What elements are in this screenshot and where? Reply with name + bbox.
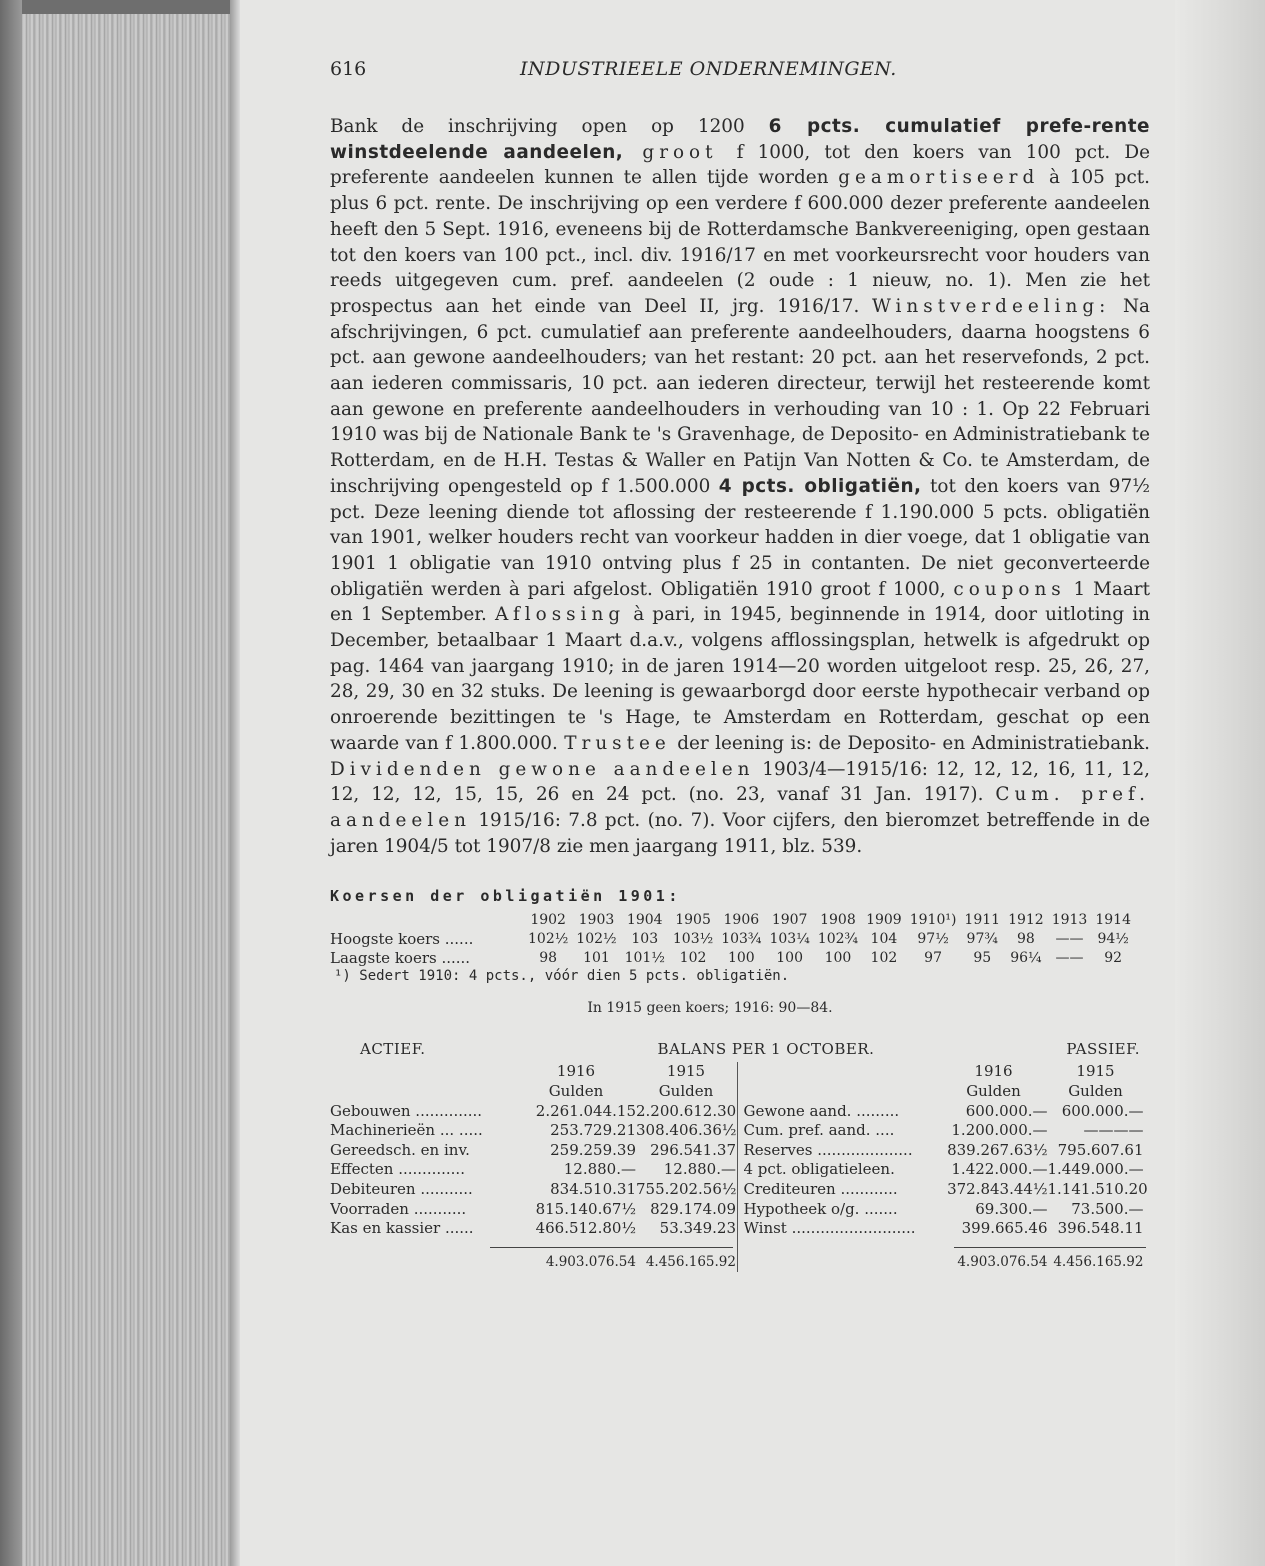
spaced-heading-trustee: Trustee xyxy=(564,732,671,754)
balance-title: BALANS PER 1 OCTOBER. xyxy=(657,1040,875,1059)
table-row: Winst .......................... 399.665.46 396.548.11 xyxy=(743,1219,1144,1238)
actief-label: ACTIEF. xyxy=(360,1040,426,1059)
table-row: Laagste koers ...... 98 101 101½ 102 100 100 100 102 97 95 96¼ —— 92 xyxy=(330,949,1123,968)
page-number: 616 xyxy=(330,58,367,80)
paragraph: Bank de inschrijving open op 1200 6 pcts. cumulatief prefe-rente winstdeelende aandeelen, groot f 1000, tot den koers van 100 pct. De preferente aandeelen kunnen te allen tijde worden geamortiseerd à 105 pct. plus 6 pct. rente. De inschrijving op een verdere f 600.000 dezer preferente aandeelen heeft den 5 Sept. 1916, eveneens bij de Rotterdamsche Bankvereeniging, open gestaan tot den koers van 100 pct., incl. div. 1916/17 en met voorkeursrecht voor houders van reeds uitgegeven cum. pref. aandeelen (2 oude : 1 nieuw, no. 1). Men zie het prospectus aan het einde van Deel II, jrg. 1916/17. Winstverdeeling: Na afschrijvingen, 6 pct. cumulatief aan preferente aandeelhouders, daarna hoogstens 6 pct. aan gewone aandeelhouders; van het restant: 20 pct. aan het reservefonds, 2 pct. aan iederen commissaris, 10 pct. aan iederen directeur, terwijl het resteerende komt aan gewone en preferente aandeelhouders in verhouding van 10 : 1. Op 22 Februari 1910 was bij de Nationale Bank te 's Gravenhage, de Deposito- en Administratiebank te Rotterdam, en de H.H. Testas & Waller en Patijn Van Notten & Co. te Amsterdam, de inschrijving opengesteld op f 1.500.000 4 pcts. obligatiën, tot den koers van 97½ pct. Deze leening diende tot aflossing der resteerende f 1.190.000 5 pcts. obligatiën van 1901, welker houders recht van voorkeur hadden in dier voege, dat 1 obligatie van 1901 1 obligatie van 1910 ontving plus f 25 in contanten. De niet geconverteerde obligatiën werden à pari afgelost. Obligatiën 1910 groot f 1000, coupons 1 Maart en 1 September. Aflossing à pari, in 1945, beginnende in 1914, door uitloting in December, betaalbaar 1 Maart d.a.v., volgens afflossingsplan, hetwelk is afgedrukt op pag. 1464 van jaargang 1910; in de jaren 1914—20 worden uitgeloot resp. 25, 26, 27, 28, 29, 30 en 32 stuks. De leening is gewaarborgd door eerste hypothecair verband op onroerende bezittingen te 's Hage, te Amsterdam en Rotterdam, geschat op een waarde van f 1.800.000. Trustee der leening is: de Deposito- en Administratiebank. Dividenden gewone aandeelen 1903/4—1915/16: 12, 12, 12, 16, 11, 12, 12, 12, 12, 15, 15, 26 en 24 pct. (no. 23, vanaf 31 Jan. 1917). Cum. pref. aandeelen 1915/16: 7.8 pct. (no. 7). Voor cijfers, den bieromzet betreffende in de jaren 1904/5 tot 1907/8 zie men jaargang 1911, blz. 539. xyxy=(330,116,1150,857)
passief-totals: 4.903.076.54 4.456.165.92 xyxy=(957,1253,1144,1270)
koersen-table xyxy=(330,911,1135,968)
table-row: Debiteuren ........... 834.510.31 755.202.56½ xyxy=(330,1179,737,1198)
running-head xyxy=(330,58,1150,88)
page-right-margin xyxy=(1175,0,1265,1566)
table-row: Hypotheek o/g. ....... 69.300.— 73.500.— xyxy=(743,1199,1144,1218)
table-row: Crediteuren ............ 372.843.44½ 1.141.510.20 xyxy=(743,1179,1148,1198)
actief-column: 1916 1915 Gulden Gulden Gebouwen .............. 2.261.044.15 2.200.612.30 Machinerieën ... ..... 253.729.21 308.406.36½ Gereedsch. en inv. 259.259.39 296.541.37 Effecten .............. 12.880.— 12.880.— Debiteuren ........... 834.510.31 755.202.56½ Voorraden ........... 815.140.67½ 829.174.09 Kas en kassier ...... 466.512.80½ 53.349.23 4.903.076.54 4.456.165.92 xyxy=(330,1062,738,1272)
spaced-heading-winstverdeeling: Winstverdeeling: xyxy=(871,295,1111,317)
spaced-heading-cum-pref: Cum. pref. aandeelen xyxy=(330,784,1150,831)
table-row: Cum. pref. aand. .... 1.200.000.— ———— xyxy=(743,1121,1144,1140)
table-row: 4 pct. obligatieleen. 1.422.000.— 1.449.000.— xyxy=(743,1160,1144,1179)
koersen-title: Koersen der obligatiën 1901: xyxy=(330,887,681,906)
table-row: Hoogste koers ...... 102½ 102½ 103 103½ 103¾ 103¼ 102¾ 104 97½ 97¾ 98 —— 94½ xyxy=(330,930,1129,949)
table-row: Reserves .................... 839.267.63½ 795.607.61 xyxy=(743,1140,1144,1159)
passief-label: PASSIEF. xyxy=(1066,1040,1140,1059)
passief-column: 1916 1915 Gulden Gulden Gewone aand. ......... 600.000.— 600.000.— Cum. pref. aand. .... 1.200.000.— ———— Reserves .................... 839.267.63½ 795.607.61 4 pct. obligatieleen. 1.422.000.— 1.449.000.— Crediteuren ............ 372.843.44½ 1.141.510.20 Hypotheek o/g. ....... 69.300.— 73.500.— Winst .......................... 399.665.46 396.548.11 4.903.076.54 4.456.165.92 xyxy=(738,1062,1151,1272)
bold-heading-preferent: 6 pcts. cumulatief prefe-rente winstdeelende aandeelen, xyxy=(330,116,1150,163)
koersen-note: In 1915 geen koers; 1916: 90—84. xyxy=(587,1000,833,1017)
table-row: Gereedsch. en inv. 259.259.39 296.541.37 xyxy=(330,1140,736,1159)
table-row: Machinerieën ... ..... 253.729.21 308.406.36½ xyxy=(330,1121,737,1140)
table-row: Effecten .............. 12.880.— 12.880.— xyxy=(330,1160,736,1179)
total-rule xyxy=(744,1239,1151,1253)
spaced-heading-aflossing: Aflossing xyxy=(495,604,626,626)
spaced-heading-dividenden: Dividenden gewone aandeelen xyxy=(330,758,755,780)
balance-sheet xyxy=(330,1062,1150,1272)
table-row: Voorraden ........... 815.140.67½ 829.174.09 xyxy=(330,1199,736,1218)
book-page xyxy=(330,58,1150,1272)
table-row: Gewone aand. ......... 600.000.— 600.000.— xyxy=(743,1101,1144,1120)
book-page-edges xyxy=(0,0,235,1566)
balance-header xyxy=(330,1040,1150,1058)
table-row: Gebouwen .............. 2.261.044.15 2.200.612.30 xyxy=(330,1101,737,1120)
koersen-year-row: 1902 1903 1904 1905 1906 1907 1908 1909 1910¹) 1911 1912 1913 1914 xyxy=(530,912,1131,929)
running-title: INDUSTRIEELE ONDERNEMINGEN. xyxy=(520,58,897,80)
bold-heading-obligatien: 4 pcts. obligatiën, xyxy=(718,475,922,497)
book-gutter xyxy=(230,0,240,1566)
koersen-footnote: ¹) Sedert 1910: 4 pcts., vóór dien 5 pcts. obligatiën. xyxy=(334,968,790,985)
actief-totals: 4.903.076.54 4.456.165.92 xyxy=(545,1253,736,1270)
table-row: Kas en kassier ...... 466.512.80½ 53.349.23 xyxy=(330,1219,736,1238)
total-rule xyxy=(330,1239,737,1253)
body-paragraph xyxy=(330,114,1150,859)
